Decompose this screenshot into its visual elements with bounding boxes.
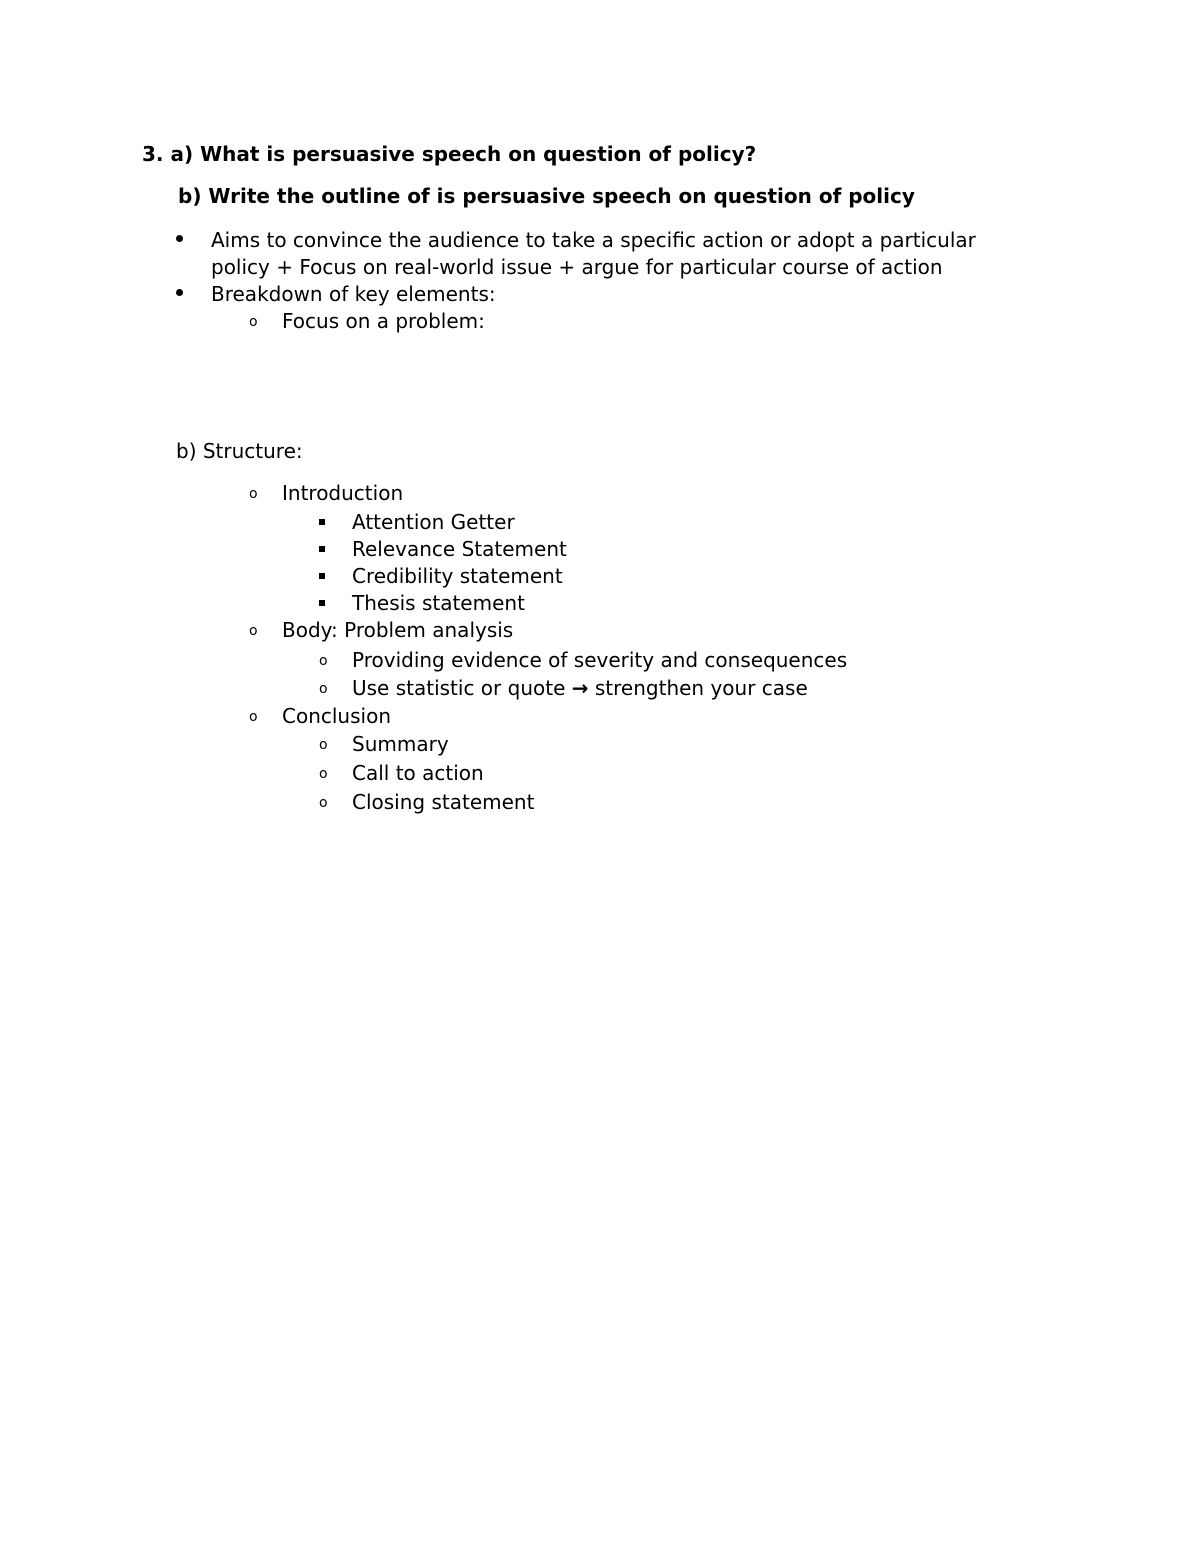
structure-heading: b) Structure: (176, 439, 303, 463)
question-a-heading: 3. a) What is persuasive speech on question of policy? (142, 142, 757, 166)
square-bullet-icon (319, 546, 325, 552)
conclusion-item: Summary (352, 732, 449, 756)
aims-text-line1: Aims to convince the audience to take a specific action or adopt a particular (211, 228, 976, 252)
intro-item: Credibility statement (352, 564, 563, 588)
conclusion-label: Conclusion (282, 704, 391, 728)
open-bullet-icon: o (249, 314, 258, 330)
open-bullet-icon: o (319, 681, 328, 697)
bullet-dot-icon (176, 289, 183, 296)
open-bullet-icon: o (319, 766, 328, 782)
body-item: Providing evidence of severity and consequences (352, 648, 848, 672)
breakdown-text: Breakdown of key elements: (211, 282, 496, 306)
body-item-part: strengthen your case (594, 676, 808, 700)
intro-item: Thesis statement (352, 591, 525, 615)
aims-text-line2: policy + Focus on real-world issue + argue for particular course of action (211, 255, 943, 279)
open-bullet-icon: o (319, 737, 328, 753)
body-item (352, 675, 808, 701)
intro-item: Relevance Statement (352, 537, 567, 561)
introduction-label: Introduction (282, 481, 404, 505)
intro-item: Attention Getter (352, 510, 515, 534)
open-bullet-icon: o (319, 653, 328, 669)
body-label: Body: Problem analysis (282, 618, 514, 642)
open-bullet-icon: o (249, 709, 258, 725)
conclusion-item: Closing statement (352, 790, 535, 814)
focus-text: Focus on a problem: (282, 309, 485, 333)
body-item-part: Use statistic or quote (352, 676, 566, 700)
square-bullet-icon (319, 519, 325, 525)
bullet-dot-icon (176, 235, 183, 242)
open-bullet-icon: o (249, 623, 258, 639)
open-bullet-icon: o (249, 486, 258, 502)
open-bullet-icon: o (319, 795, 328, 811)
question-b-heading: b) Write the outline of is persuasive speech on question of policy (178, 184, 915, 208)
square-bullet-icon (319, 573, 325, 579)
arrow-right-icon: → (571, 676, 589, 700)
conclusion-item: Call to action (352, 761, 484, 785)
square-bullet-icon (319, 600, 325, 606)
